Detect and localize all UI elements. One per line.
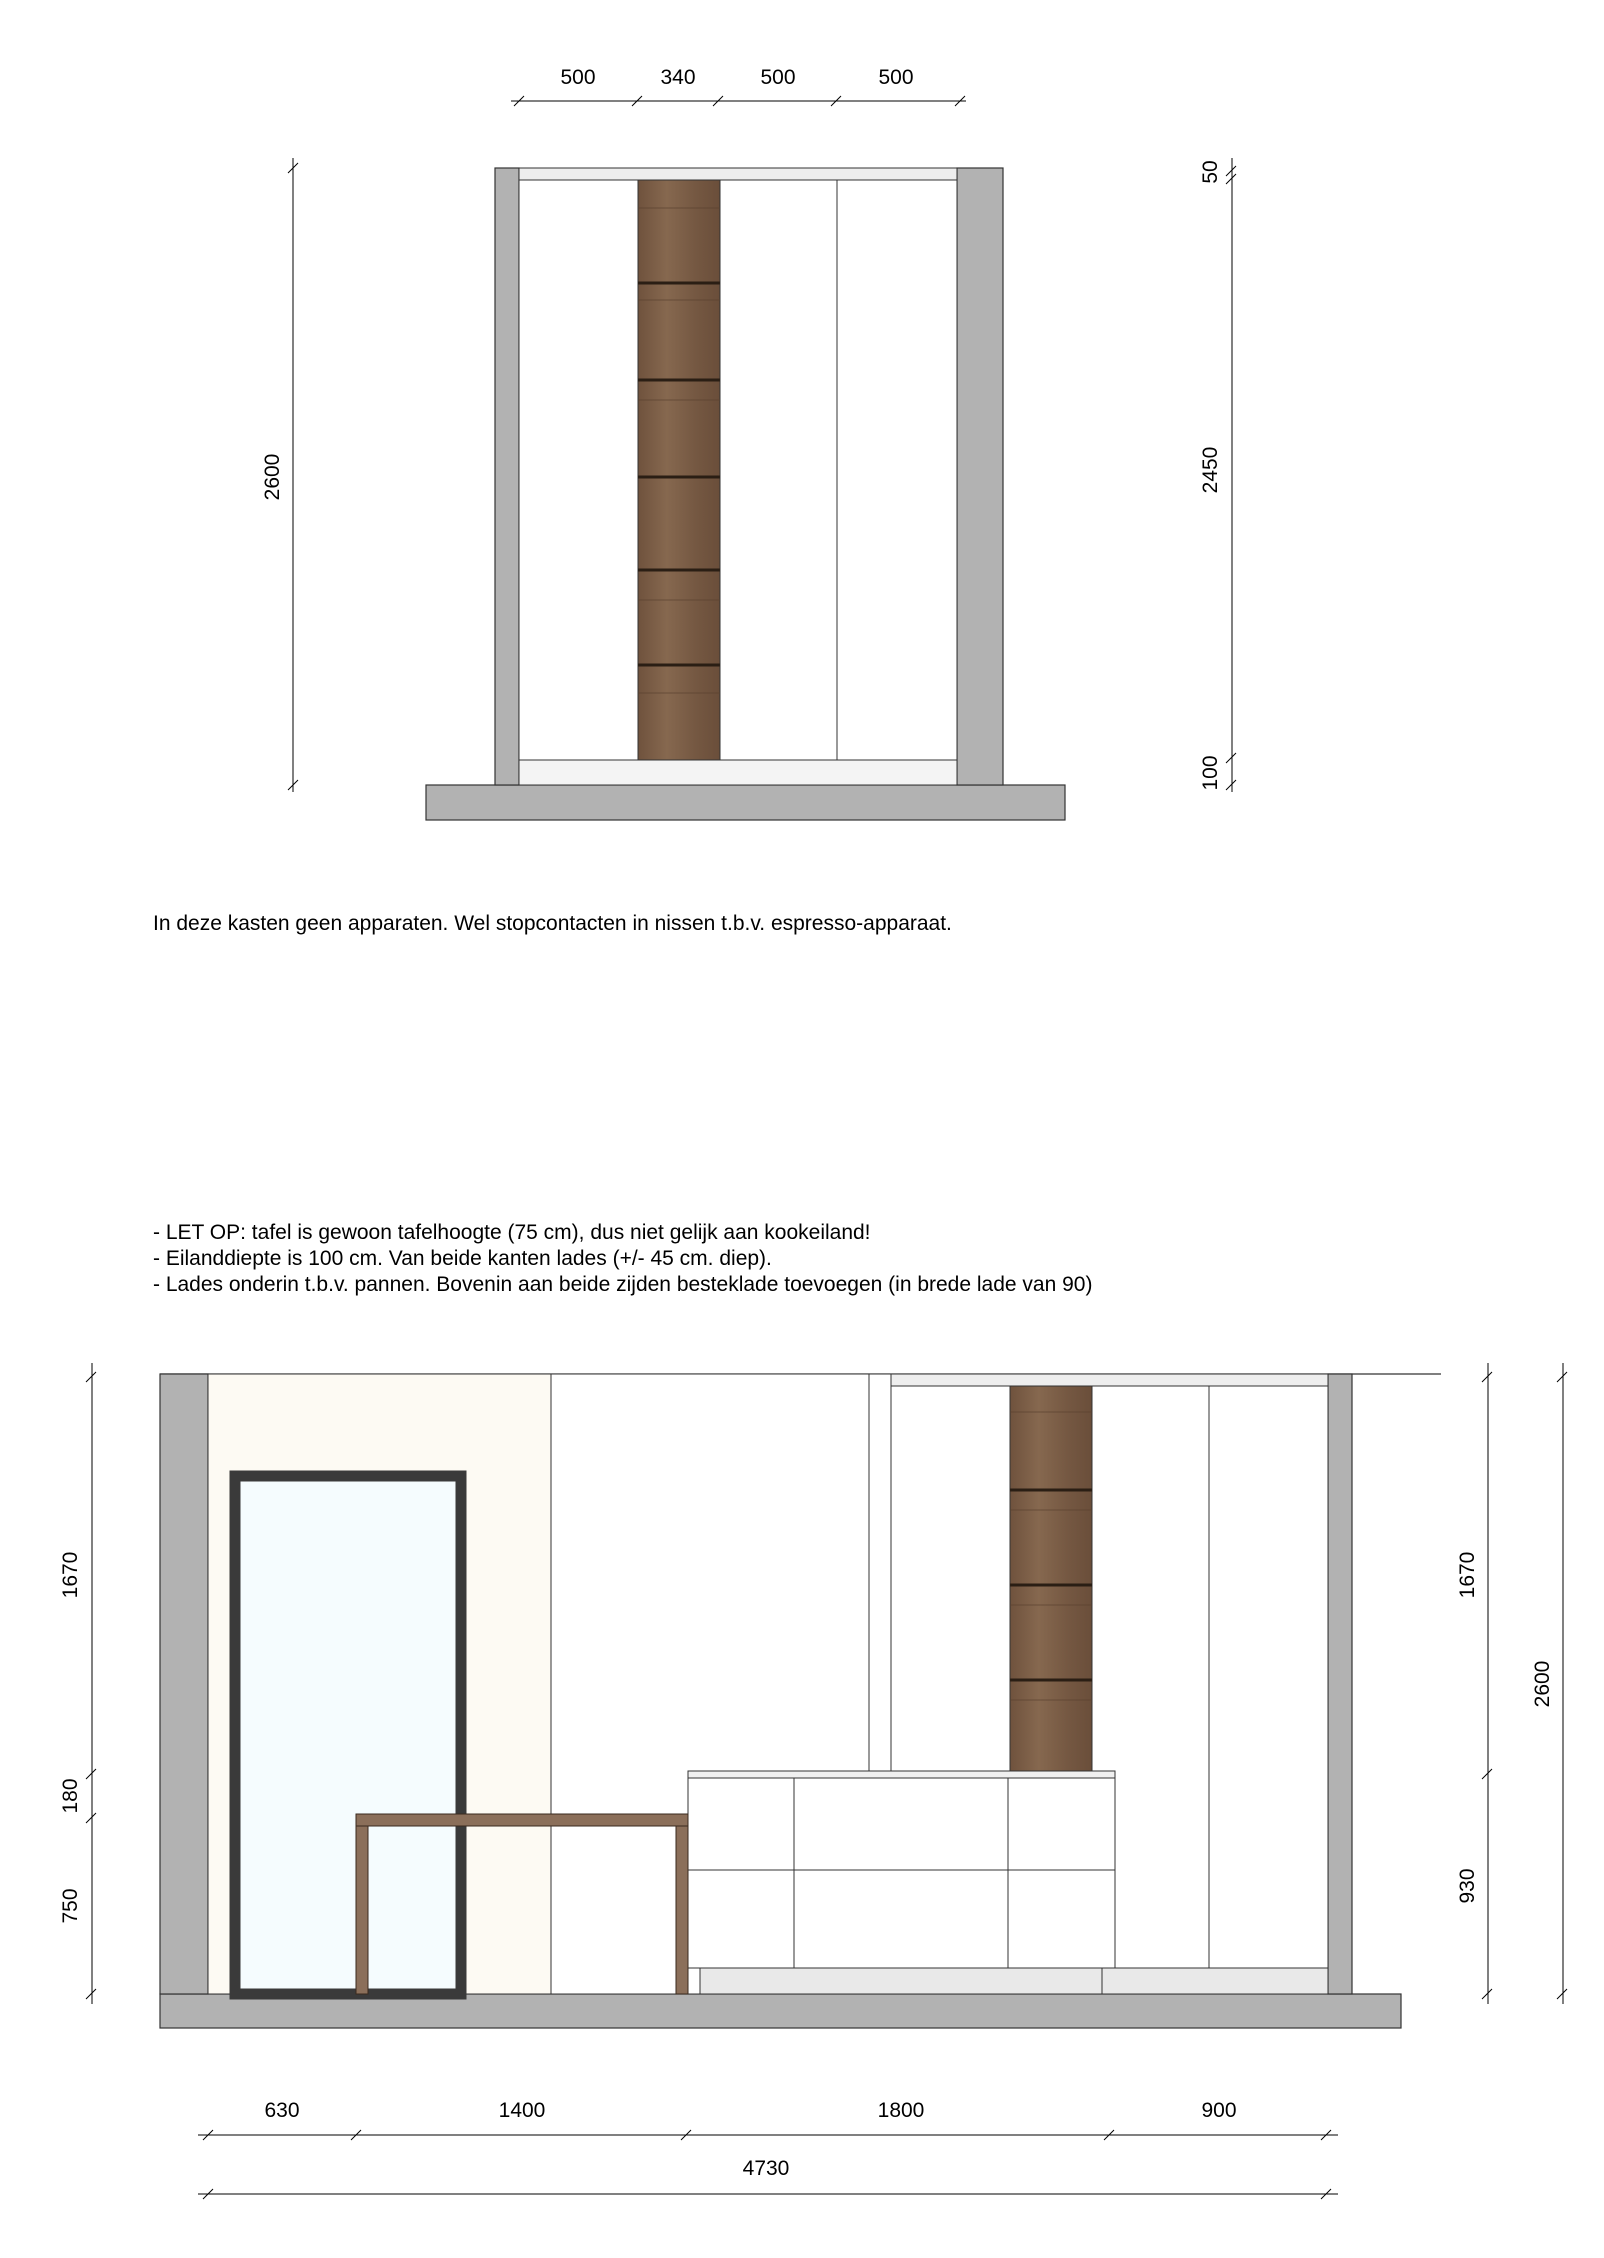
island-body bbox=[688, 1778, 1115, 1968]
tall-cabinet-plinth bbox=[1102, 1968, 1328, 1994]
bottom-width-label-2: 1400 bbox=[498, 2099, 546, 2122]
wall-post bbox=[869, 1374, 891, 1774]
plinth bbox=[519, 760, 957, 785]
note-line-1: - LET OP: tafel is gewoon tafelhoogte (75 cm), dus niet gelijk aan kookeiland! bbox=[153, 1221, 871, 1244]
top-width-label-4: 500 bbox=[878, 66, 914, 89]
table-leg-left bbox=[356, 1826, 368, 1994]
right-wall bbox=[957, 168, 1003, 785]
bottom-left-height-dimension bbox=[86, 1363, 96, 2004]
table-leg-right bbox=[676, 1826, 688, 1994]
island-plinth bbox=[700, 1968, 1102, 1994]
bottom-left-height-label-middle: 180 bbox=[59, 1778, 82, 1814]
bottom-total-height-dimension bbox=[1557, 1363, 1567, 2004]
top-bulkhead bbox=[519, 168, 957, 180]
bottom-elevation bbox=[59, 1363, 1567, 2199]
bottom-left-height-label-lower: 750 bbox=[59, 1888, 82, 1924]
top-width-label-2: 340 bbox=[660, 66, 696, 89]
top-elevation bbox=[261, 66, 1236, 820]
bottom-total-width-label: 4730 bbox=[742, 2157, 790, 2180]
bottom-left-height-label-upper: 1670 bbox=[59, 1551, 82, 1599]
top-width-label-3: 500 bbox=[760, 66, 796, 89]
glass-door bbox=[235, 1476, 461, 1994]
left-wall bbox=[495, 168, 519, 785]
top-right-height-label-top: 50 bbox=[1199, 160, 1222, 184]
top-width-label-1: 500 bbox=[560, 66, 596, 89]
wood-niche-column bbox=[638, 180, 720, 760]
top-left-height-dimension bbox=[288, 158, 298, 792]
bottom-right-height-label-upper: 1670 bbox=[1456, 1551, 1479, 1599]
top-right-height-label-bottom: 100 bbox=[1199, 755, 1222, 791]
bottom-right-height-dimension bbox=[1482, 1363, 1492, 2004]
bottom-width-dimension bbox=[198, 2130, 1338, 2140]
cabinet-front-left bbox=[519, 180, 638, 760]
right-wall-bottom bbox=[1328, 1374, 1352, 1994]
top-right-height-dimension bbox=[1226, 158, 1236, 792]
top-right-height-label-middle: 2450 bbox=[1199, 446, 1222, 494]
bottom-right-height-label-lower: 930 bbox=[1456, 1868, 1479, 1904]
floor-slab bbox=[426, 785, 1065, 820]
note-line-3: - Lades onderin t.b.v. pannen. Bovenin aan beide zijden besteklade toevoegen (in brede lade van 90) bbox=[153, 1273, 1093, 1296]
bottom-width-label-1: 630 bbox=[264, 2099, 300, 2122]
note-top: In deze kasten geen apparaten. Wel stopcontacten in nissen t.b.v. espresso-apparaat. bbox=[153, 912, 952, 935]
top-left-height-label: 2600 bbox=[261, 453, 284, 501]
note-line-2: - Eilanddiepte is 100 cm. Van beide kanten lades (+/- 45 cm. diep). bbox=[153, 1247, 772, 1270]
cabinet-front-right bbox=[837, 180, 957, 760]
bottom-width-label-3: 1800 bbox=[877, 2099, 925, 2122]
top-width-dimension bbox=[511, 96, 966, 106]
bottom-total-height-label: 2600 bbox=[1531, 1660, 1554, 1708]
tall-cabinet-front-right bbox=[1209, 1386, 1328, 1968]
island-worktop bbox=[688, 1771, 1115, 1778]
left-wall-bottom bbox=[160, 1374, 208, 1994]
wood-niche-bottom bbox=[1010, 1386, 1092, 1774]
cabinet-front-mid bbox=[720, 180, 837, 760]
bottom-total-width-dimension bbox=[198, 2189, 1338, 2199]
bottom-width-label-4: 900 bbox=[1201, 2099, 1237, 2122]
table-top bbox=[356, 1814, 688, 1826]
tall-cabinet-bulkhead bbox=[891, 1374, 1328, 1386]
